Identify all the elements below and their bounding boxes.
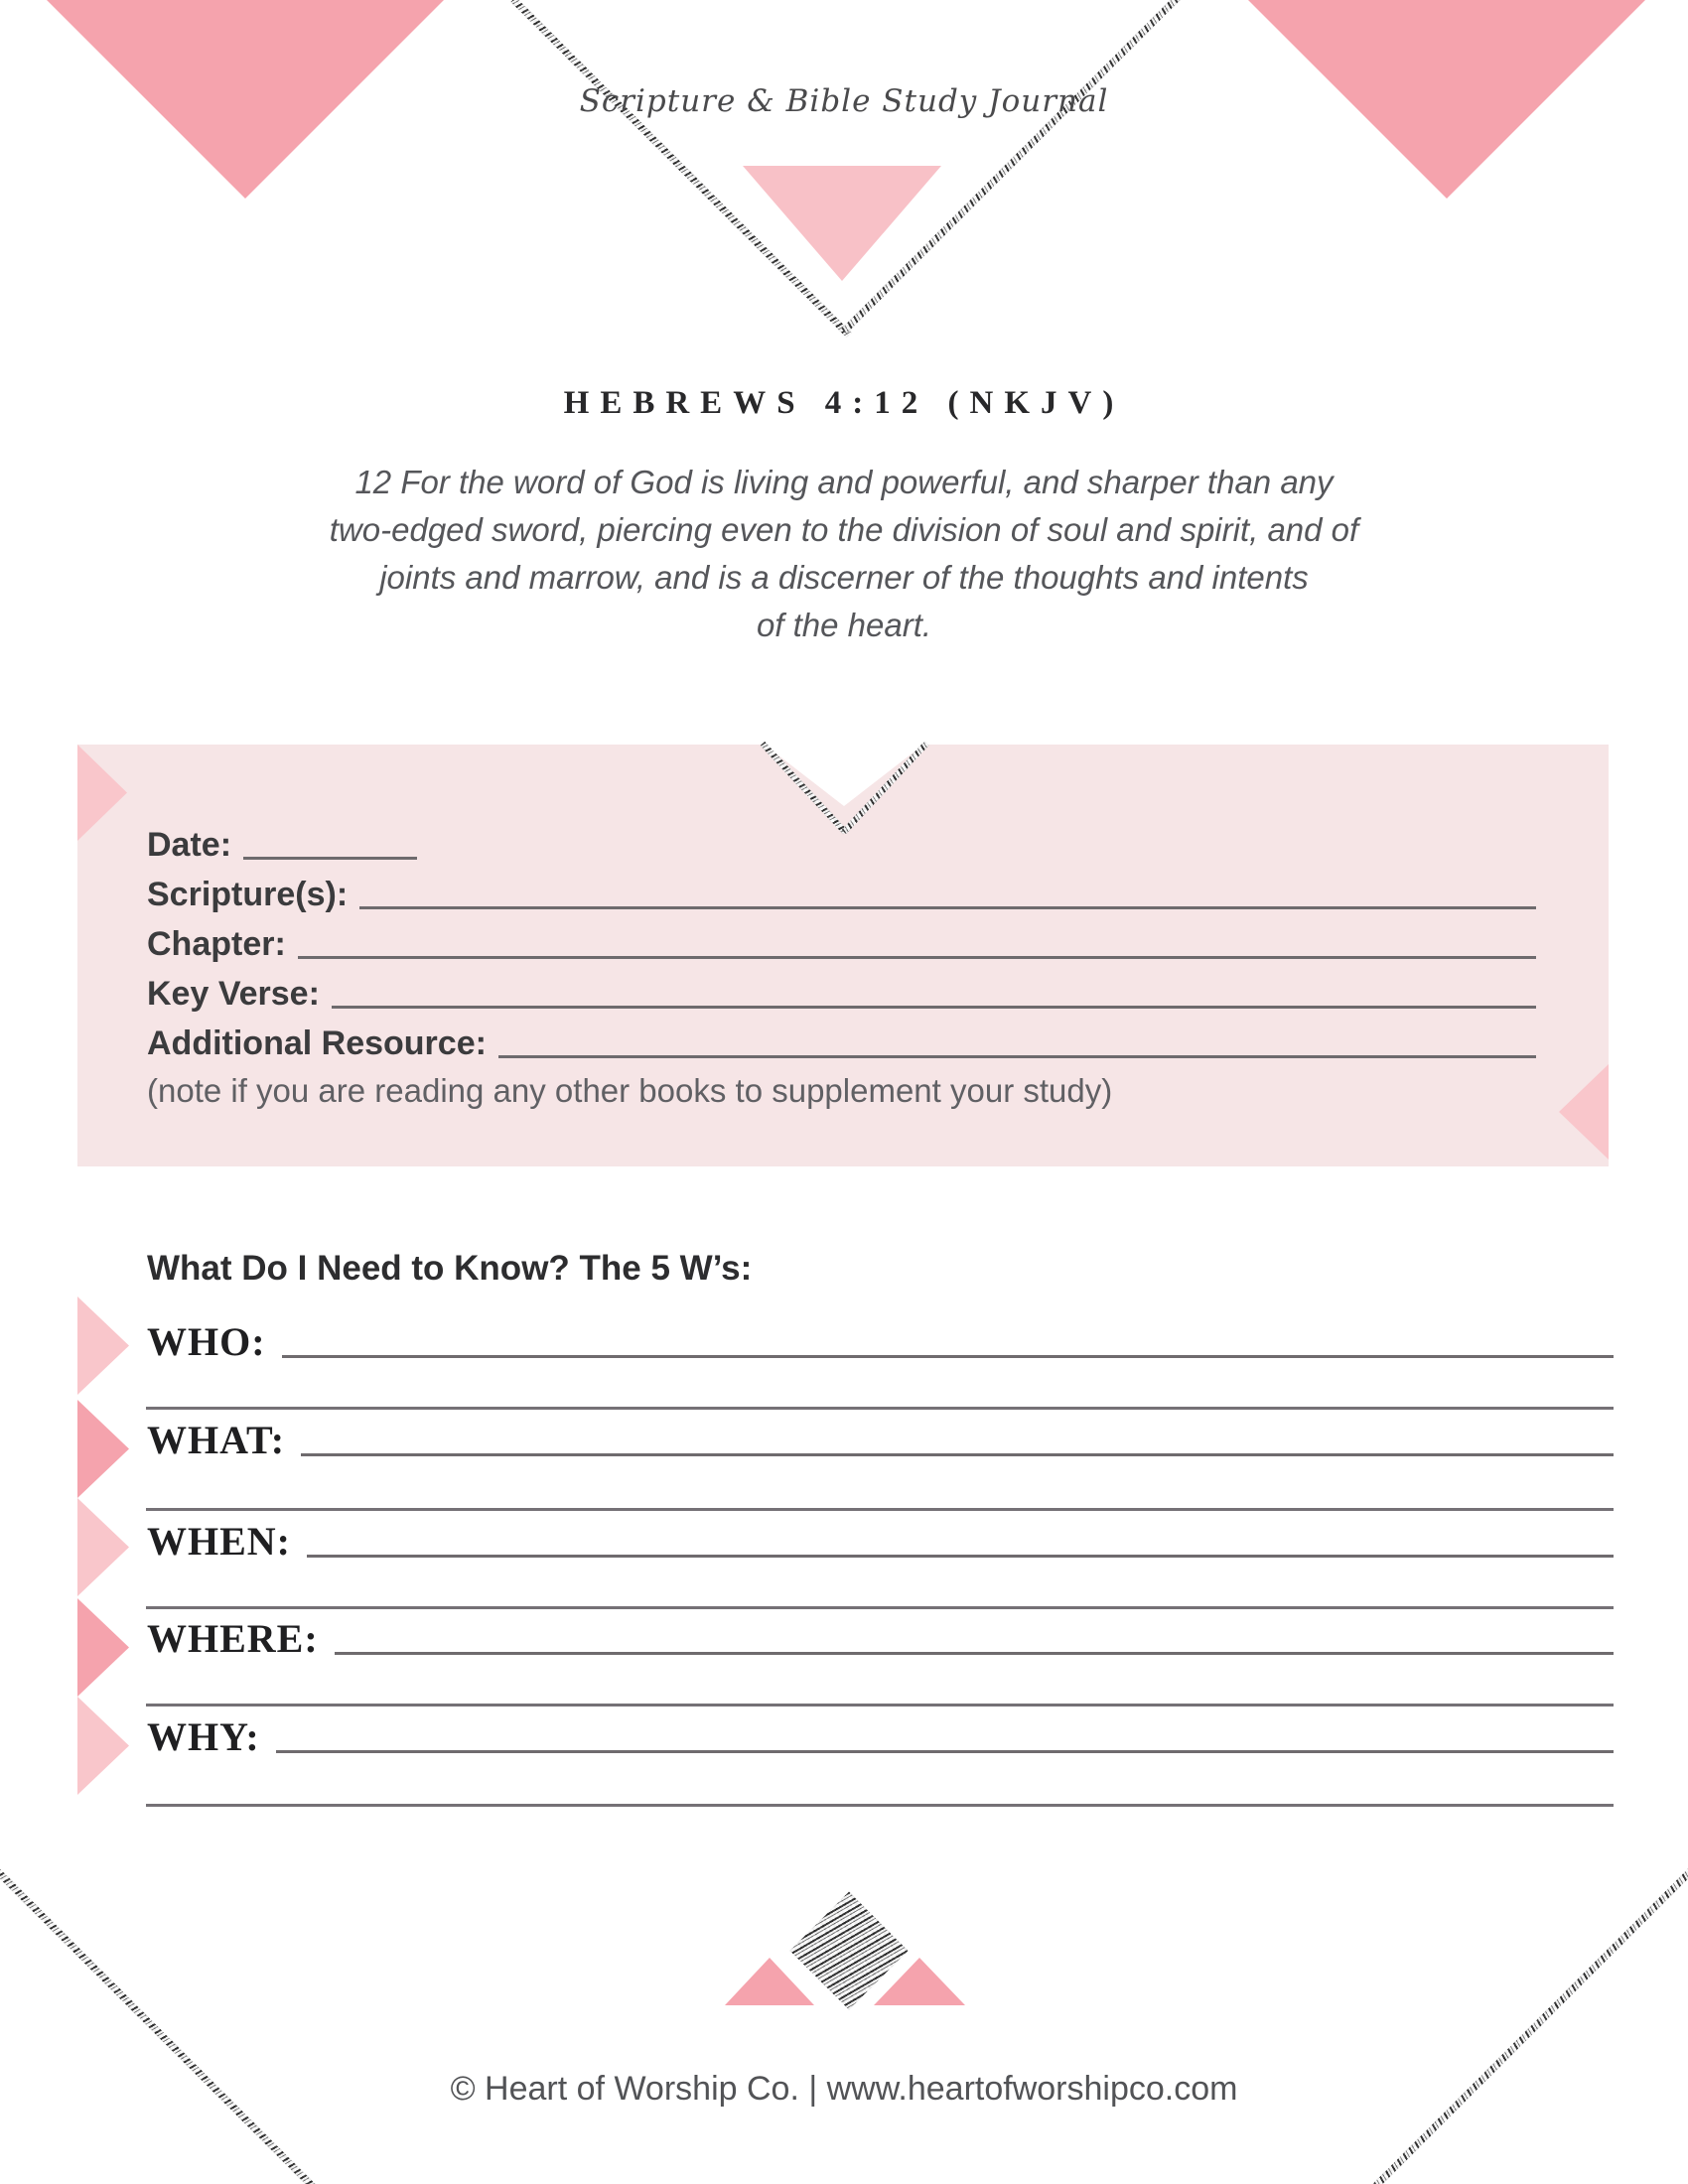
additional-resource-field-line[interactable] bbox=[498, 1055, 1536, 1058]
scriptures-field-line[interactable] bbox=[359, 906, 1536, 909]
scriptures-label: Scripture(s): bbox=[147, 876, 349, 913]
who-extra-line[interactable] bbox=[146, 1407, 1614, 1410]
study-note: (note if you are reading any other books to supplement your study) bbox=[147, 1072, 1113, 1109]
chapter-label: Chapter: bbox=[147, 925, 286, 963]
verse-line-3: joints and marrow, and is a discerner of the thoughts and intents bbox=[379, 559, 1309, 596]
when-row bbox=[147, 1518, 1614, 1564]
why-field-line[interactable] bbox=[276, 1750, 1614, 1753]
bottom-triangle-left-icon bbox=[725, 1958, 814, 2005]
when-field-line[interactable] bbox=[307, 1555, 1614, 1558]
additional-resource-label: Additional Resource: bbox=[147, 1024, 487, 1062]
date-label: Date: bbox=[147, 826, 232, 864]
glitter-diagonal-bottom-right-icon bbox=[1368, 1862, 1688, 2184]
who-accent-triangle-icon bbox=[77, 1297, 129, 1395]
where-field-line[interactable] bbox=[335, 1652, 1614, 1655]
what-accent-triangle-icon bbox=[77, 1400, 129, 1498]
study-info-panel bbox=[77, 745, 1609, 1166]
passage-heading: HEBREWS 4:12 (NKJV) bbox=[563, 385, 1125, 421]
where-extra-line[interactable] bbox=[146, 1704, 1614, 1706]
why-accent-triangle-icon bbox=[77, 1697, 129, 1795]
key-verse-label: Key Verse: bbox=[147, 975, 320, 1013]
when-extra-line[interactable] bbox=[146, 1606, 1614, 1609]
who-field-line[interactable] bbox=[282, 1355, 1614, 1358]
chapter-field-line[interactable] bbox=[298, 956, 1536, 959]
why-row bbox=[147, 1713, 1614, 1759]
date-field-line[interactable] bbox=[243, 857, 417, 860]
five-ws-heading: What Do I Need to Know? The 5 W’s: bbox=[147, 1249, 753, 1288]
date-field-row bbox=[147, 823, 1536, 865]
what-extra-line[interactable] bbox=[146, 1508, 1614, 1511]
key-verse-field-line[interactable] bbox=[332, 1006, 1536, 1009]
verse-line-4: of the heart. bbox=[756, 607, 932, 643]
who-row bbox=[147, 1318, 1614, 1364]
scriptures-field-row bbox=[147, 873, 1536, 914]
who-label: WHO: bbox=[147, 1319, 266, 1364]
where-label: WHERE: bbox=[147, 1616, 319, 1661]
footer-credit: © Heart of Worship Co. | www.heartofworshipco.com bbox=[450, 2070, 1238, 2108]
key-verse-field-row bbox=[147, 972, 1536, 1014]
what-field-line[interactable] bbox=[301, 1453, 1614, 1456]
where-row bbox=[147, 1615, 1614, 1661]
where-accent-triangle-icon bbox=[77, 1598, 129, 1697]
chapter-field-row bbox=[147, 922, 1536, 964]
why-label: WHY: bbox=[147, 1714, 260, 1759]
box-accent-triangle-right-icon bbox=[1559, 1064, 1609, 1160]
when-accent-triangle-icon bbox=[77, 1498, 129, 1596]
what-row bbox=[147, 1417, 1614, 1462]
verse-text bbox=[0, 459, 1688, 649]
when-label: WHEN: bbox=[147, 1519, 291, 1564]
what-label: WHAT: bbox=[147, 1418, 286, 1462]
additional-resource-field-row bbox=[147, 1022, 1536, 1063]
journal-title: Scripture & Bible Study Journal bbox=[579, 83, 1109, 119]
glitter-diagonal-bottom-left-icon bbox=[0, 1866, 324, 2184]
why-extra-line[interactable] bbox=[146, 1804, 1614, 1807]
box-accent-triangle-left-icon bbox=[77, 745, 127, 841]
verse-line-2: two-edged sword, piercing even to the division of soul and spirit, and of bbox=[329, 511, 1359, 548]
verse-line-1: 12 For the word of God is living and powerful, and sharper than any bbox=[354, 464, 1334, 500]
